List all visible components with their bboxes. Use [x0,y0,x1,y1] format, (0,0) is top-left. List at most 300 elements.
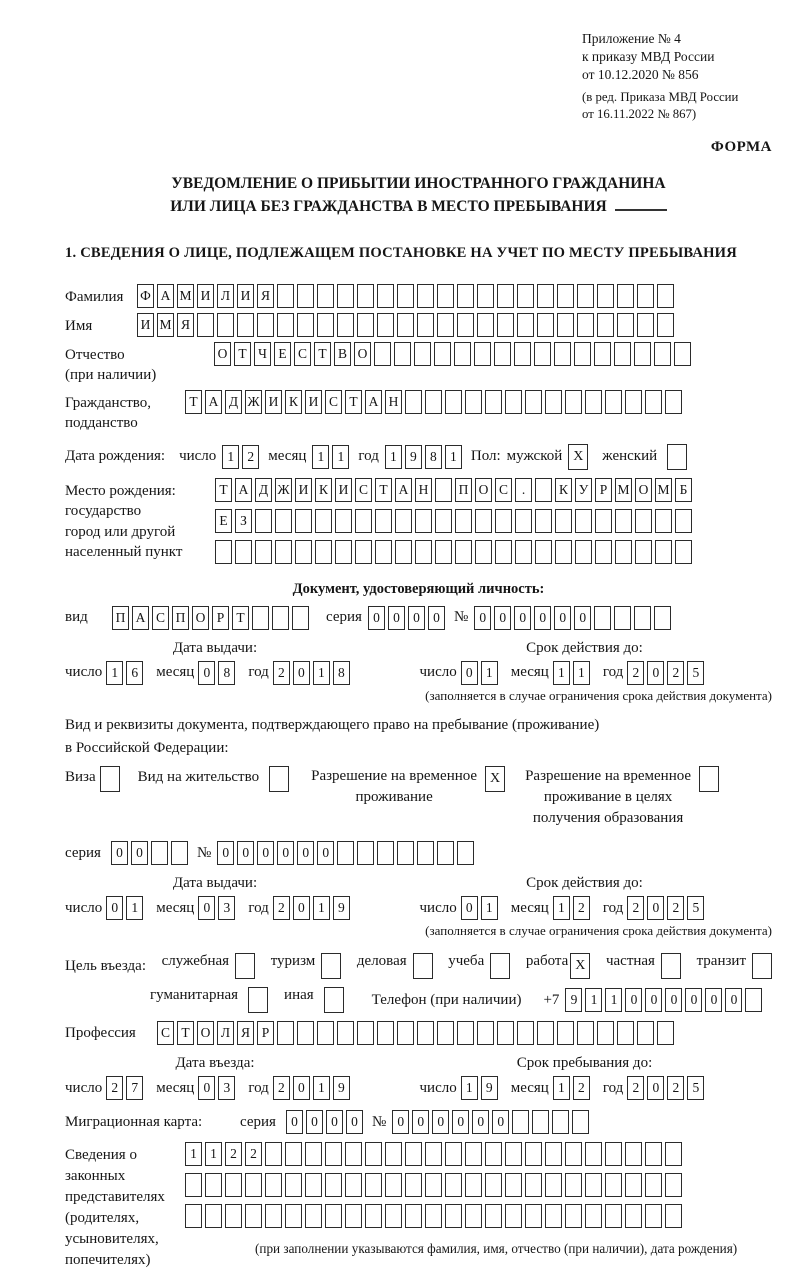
char-cell: Т [345,390,362,414]
char-cell: 2 [667,896,684,920]
temp-permit-checkbox[interactable] [485,766,505,792]
char-cell [317,313,334,337]
char-cell: 1 [313,896,330,920]
issue-year-field[interactable] [273,661,353,685]
doc-number-field[interactable] [474,606,674,630]
char-cell: 0 [432,1110,449,1134]
title-blank-line [615,197,667,211]
char-cell: 1 [126,896,143,920]
char-cell [217,313,234,337]
char-cell: Л [217,284,234,308]
char-cell: А [132,606,149,630]
char-cell: 0 [452,1110,469,1134]
month-label: месяц [510,664,549,681]
char-cell [614,342,631,366]
residence-doc-series-row [65,841,772,865]
char-cell [445,1204,462,1228]
char-cell: Д [225,390,242,414]
temp-permit-option [311,766,505,808]
char-cell [525,1204,542,1228]
checkbox-cell [321,953,341,979]
char-cell: 2 [667,661,684,685]
visit-purpose-row [65,953,772,979]
purpose-option: гуманитарная [150,987,268,1013]
char-cell: 0 [237,841,254,865]
char-cell [245,1204,262,1228]
char-cell [365,1173,382,1197]
char-cell [377,313,394,337]
birth-place-fields [215,478,695,571]
valid-until-heading: Срок действия до: [526,639,643,656]
residence-issue-day-field[interactable] [106,896,146,920]
char-cell [305,1173,322,1197]
char-cell [594,606,611,630]
representatives-note: (при заполнении указываются фамилия, имя, отчество (при наличии), дата рождения) [255,1241,738,1257]
residence-issue-month-field[interactable] [198,896,238,920]
char-cell: И [335,478,352,502]
form-title [65,172,772,219]
char-cell: Ф [137,284,154,308]
char-cell [635,509,652,533]
char-cell [537,1021,554,1045]
char-cell: 1 [573,661,590,685]
char-cell: 1 [481,661,498,685]
char-cell: А [157,284,174,308]
purpose-option: транзит [697,953,772,979]
entry-date-heading: Дата въезда: [175,1055,255,1072]
char-cell: О [214,342,231,366]
char-cell [655,509,672,533]
birth-date-row [65,444,772,470]
char-cell [275,509,292,533]
representatives-field-line2[interactable] [185,1173,685,1197]
char-cell [417,313,434,337]
char-cell [595,509,612,533]
char-cell: 8 [333,661,350,685]
birth-place-field-line2[interactable] [215,509,695,533]
reference-line: к приказу МВД России [582,49,715,65]
char-cell [565,390,582,414]
char-cell [185,1204,202,1228]
char-cell [634,342,651,366]
char-cell [497,1021,514,1045]
char-cell [525,1173,542,1197]
char-cell [745,988,762,1012]
char-cell: 0 [461,661,478,685]
sex-female-checkbox[interactable] [667,444,687,470]
char-cell [665,390,682,414]
char-cell: 5 [687,1076,704,1100]
char-cell: 0 [346,1110,363,1134]
birth-place-field-line1[interactable] [215,478,695,502]
char-cell [335,509,352,533]
year-label: год [602,1079,624,1096]
number-label: № [196,844,212,861]
char-cell [565,1173,582,1197]
patronymic-label: Отчество (при наличии) [65,346,157,383]
char-cell [397,313,414,337]
char-cell: Т [177,1021,194,1045]
year-label: год [358,448,379,465]
month-label: месяц [156,664,195,681]
purpose-option: деловая [357,953,433,979]
month-label: месяц [510,1079,549,1096]
char-cell [485,1173,502,1197]
char-cell: 0 [474,606,491,630]
char-cell [375,509,392,533]
char-cell [625,390,642,414]
char-cell [375,540,392,564]
char-cell [597,1021,614,1045]
char-cell [297,1021,314,1045]
char-cell [537,284,554,308]
char-cell: 7 [126,1076,143,1100]
char-cell: 1 [185,1142,202,1166]
char-cell [252,606,269,630]
char-cell [557,284,574,308]
char-cell [425,1204,442,1228]
char-cell [445,390,462,414]
char-cell: 0 [625,988,642,1012]
stay-day-field[interactable] [461,1076,501,1100]
char-cell [285,1173,302,1197]
char-cell [537,313,554,337]
char-cell [657,1021,674,1045]
phone-prefix: +7 [543,991,560,1008]
patronymic-row [65,342,772,386]
residence-doc-intro: Вид и реквизиты документа, подтверждающего право на пребывание (проживание) в Российской Федерации: [65,716,600,756]
residence-permit-label: Вид на жительство [137,769,260,786]
char-cell: О [197,1021,214,1045]
char-cell [245,1173,262,1197]
char-cell [325,1173,342,1197]
char-cell [454,342,471,366]
purpose-checkbox[interactable] [752,953,772,979]
forma-label: ФОРМА [710,139,772,156]
char-cell [617,284,634,308]
identity-doc-heading: Документ, удостоверяющий личность: [292,580,545,597]
surname-field[interactable] [137,284,677,308]
edu-permit-checkbox[interactable] [699,766,719,792]
name-field[interactable] [137,313,677,337]
char-cell: Б [675,478,692,502]
surname-row [65,284,772,308]
char-cell [235,540,252,564]
char-cell: 9 [481,1076,498,1100]
char-cell [597,313,614,337]
series-label: серия [240,1113,276,1130]
stay-until-heading: Срок пребывания до: [516,1055,653,1072]
valid-until-row [420,661,773,685]
issue-month-field[interactable] [198,661,238,685]
char-cell: 0 [574,606,591,630]
entry-month-field[interactable] [198,1076,238,1100]
char-cell [477,1021,494,1045]
checkbox-cell: X [568,444,588,470]
char-cell [434,342,451,366]
char-cell: 0 [111,841,128,865]
char-cell [457,1021,474,1045]
char-cell: И [237,284,254,308]
char-cell: 0 [293,661,310,685]
char-cell [435,509,452,533]
residence-valid-day-field[interactable] [461,896,501,920]
char-cell [475,540,492,564]
day-label: число [65,1079,103,1096]
char-cell: Я [177,313,194,337]
day-label: число [65,664,103,681]
month-label: месяц [268,448,307,465]
sex-male-checkbox[interactable] [568,444,588,470]
birth-year-field[interactable] [385,445,465,469]
char-cell [635,540,652,564]
reference-line: Приложение № 4 [582,31,681,46]
char-cell: 1 [605,988,622,1012]
char-cell [305,1204,322,1228]
checkbox-cell [413,953,433,979]
char-cell [385,1204,402,1228]
month-label: месяц [510,899,549,916]
char-cell [572,1110,589,1134]
char-cell [654,606,671,630]
char-cell: 1 [385,445,402,469]
visa-checkbox[interactable] [100,766,120,792]
char-cell [277,1021,294,1045]
char-cell: 1 [481,896,498,920]
citizenship-field[interactable] [185,390,685,414]
char-cell [465,1204,482,1228]
entry-year-field[interactable] [273,1076,353,1100]
profession-field[interactable] [157,1021,677,1045]
entry-day-field[interactable] [106,1076,146,1100]
purpose-checkbox[interactable] [661,953,681,979]
residence-issue-year-field[interactable] [273,896,353,920]
char-cell: 0 [368,606,385,630]
birth-place-field-line3[interactable] [215,540,695,564]
char-cell [575,540,592,564]
char-cell [225,1173,242,1197]
char-cell [514,342,531,366]
char-cell [315,540,332,564]
char-cell [435,478,452,502]
char-cell [395,509,412,533]
migration-number-field[interactable] [392,1110,592,1134]
purpose-checkbox[interactable] [413,953,433,979]
edu-permit-label: Разрешение на временное проживание в целях получения образования [525,768,692,827]
char-cell: С [495,478,512,502]
reference-line: от 10.12.2020 № 856 [582,67,699,83]
char-cell [615,540,632,564]
visa-label: Виза [65,769,96,786]
purpose-checkbox[interactable] [248,987,268,1013]
birth-day-field[interactable] [222,445,262,469]
char-cell [151,841,168,865]
char-cell: 8 [425,445,442,469]
birth-month-field[interactable] [312,445,352,469]
char-cell [415,509,432,533]
char-cell [485,390,502,414]
char-cell: . [515,478,532,502]
identity-doc-dates [65,640,772,685]
char-cell [357,1021,374,1045]
char-cell [545,1204,562,1228]
char-cell: 0 [257,841,274,865]
char-cell [637,313,654,337]
char-cell [295,540,312,564]
citizenship-label: Гражданство, подданство [65,395,152,432]
char-cell [395,540,412,564]
char-cell: 0 [412,1110,429,1134]
char-cell: 1 [461,1076,478,1100]
migration-card-row [65,1110,772,1134]
char-cell [275,540,292,564]
purpose-option: частная [606,953,681,979]
char-cell [477,313,494,337]
char-cell: 0 [392,1110,409,1134]
purpose-checkbox[interactable] [490,953,510,979]
char-cell: 2 [242,445,259,469]
residence-valid-month-field[interactable] [553,896,593,920]
char-cell [577,313,594,337]
purpose-checkbox[interactable] [235,953,255,979]
char-cell [497,313,514,337]
char-cell [557,313,574,337]
char-cell [457,841,474,865]
purpose-option: туризм [271,953,342,979]
residence-number-field[interactable] [217,841,477,865]
char-cell [357,284,374,308]
char-cell [512,1110,529,1134]
valid-day-field[interactable] [461,661,501,685]
month-label: месяц [156,1079,195,1096]
char-cell: 0 [514,606,531,630]
char-cell [517,313,534,337]
migration-series-field[interactable] [286,1110,366,1134]
reference-line: (в ред. Приказа МВД России [582,89,739,104]
char-cell [445,1173,462,1197]
residence-permit-option [138,766,289,792]
char-cell: Т [375,478,392,502]
char-cell [405,1173,422,1197]
stay-until-row [420,1076,773,1100]
char-cell [277,313,294,337]
issue-date-row [65,661,420,685]
char-cell [397,1021,414,1045]
checkbox-cell: X [570,953,590,979]
char-cell: Л [217,1021,234,1045]
char-cell: 0 [326,1110,343,1134]
residence-series-field[interactable] [111,841,191,865]
year-label: год [248,664,269,681]
representatives-field-line3[interactable] [185,1204,685,1228]
char-cell: 2 [627,1076,644,1100]
char-cell: 0 [472,1110,489,1134]
name-row [65,313,772,337]
issue-day-field[interactable] [106,661,146,685]
char-cell: З [235,509,252,533]
char-cell [337,284,354,308]
char-cell [415,540,432,564]
valid-month-field[interactable] [553,661,593,685]
char-cell [455,540,472,564]
char-cell [637,284,654,308]
char-cell [645,1204,662,1228]
doc-series-field[interactable] [368,606,448,630]
char-cell: П [112,606,129,630]
char-cell [517,284,534,308]
doc-type-field[interactable] [112,606,312,630]
char-cell: А [235,478,252,502]
residence-permit-checkbox[interactable] [269,766,289,792]
stay-month-field[interactable] [553,1076,593,1100]
char-cell: Р [212,606,229,630]
identity-doc-row [65,606,772,630]
residence-valid-year-field[interactable] [627,896,707,920]
char-cell: К [315,478,332,502]
checkbox-cell [752,953,772,979]
valid-year-field[interactable] [627,661,707,685]
char-cell: С [157,1021,174,1045]
char-cell: У [575,478,592,502]
char-cell: К [555,478,572,502]
char-cell [365,1204,382,1228]
char-cell [255,540,272,564]
char-cell [317,1021,334,1045]
char-cell: 9 [565,988,582,1012]
char-cell [574,342,591,366]
char-cell: К [285,390,302,414]
purpose-checkbox[interactable] [324,987,344,1013]
char-cell [534,342,551,366]
char-cell: 1 [222,445,239,469]
char-cell: М [177,284,194,308]
purpose-checkbox[interactable] [321,953,341,979]
char-cell [465,390,482,414]
char-cell [425,1173,442,1197]
char-cell [255,509,272,533]
representatives-fields [185,1142,737,1257]
char-cell [295,509,312,533]
char-cell [257,313,274,337]
phone-field[interactable] [565,988,765,1012]
char-cell [357,841,374,865]
char-cell [374,342,391,366]
purpose-option: учеба [448,953,510,979]
char-cell [265,1173,282,1197]
sex-male-label: мужской [506,448,563,465]
form-title-line1: УВЕДОМЛЕНИЕ О ПРИБЫТИИ ИНОСТРАННОГО ГРАЖДАНИНА [171,175,666,193]
stay-year-field[interactable] [627,1076,707,1100]
char-cell: 0 [217,841,234,865]
checkbox-cell [269,766,289,792]
char-cell [605,390,622,414]
char-cell [345,1204,362,1228]
char-cell [532,1110,549,1134]
char-cell: 1 [313,661,330,685]
char-cell: 0 [131,841,148,865]
char-cell: 1 [205,1142,222,1166]
phone-label: Телефон (при наличии) [371,991,522,1008]
year-label: год [248,899,269,916]
char-cell [657,284,674,308]
char-cell [345,1173,362,1197]
purpose-checkbox[interactable] [570,953,590,979]
char-cell: Е [274,342,291,366]
day-label: число [419,1079,457,1096]
char-cell: В [334,342,351,366]
patronymic-field[interactable] [214,342,694,366]
char-cell: 1 [585,988,602,1012]
